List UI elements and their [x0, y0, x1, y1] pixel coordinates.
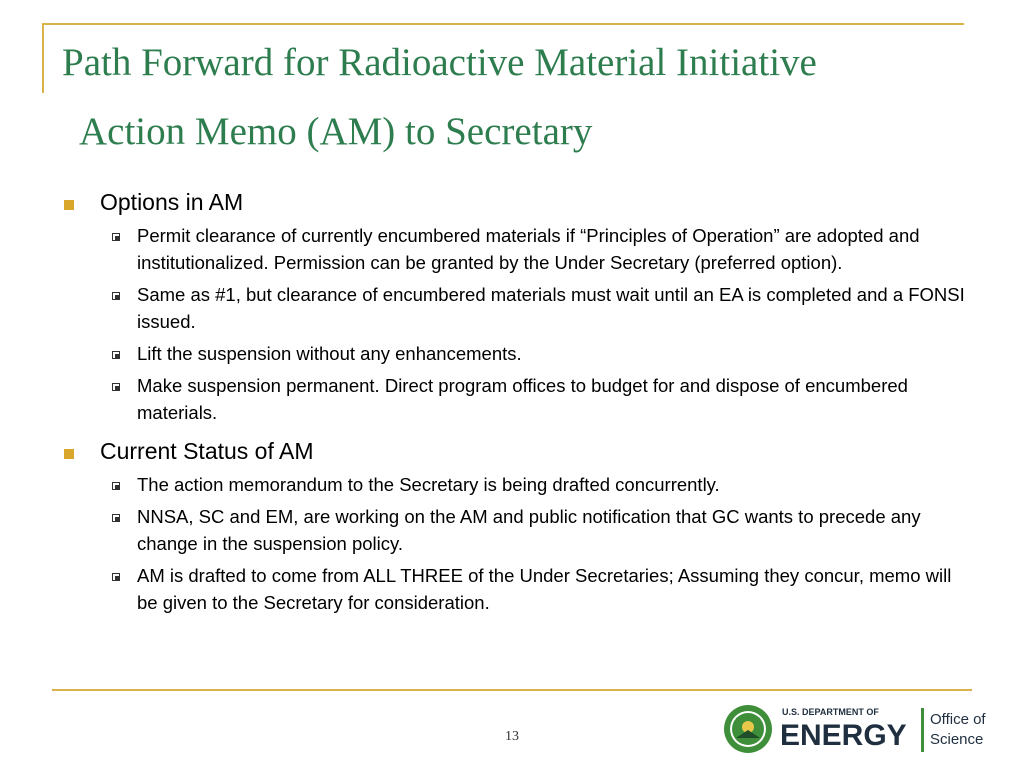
list-item-text: NNSA, SC and EM, are working on the AM and public notification that GC wants to precede any change in the suspension policy. — [137, 506, 921, 554]
top-divider-line — [42, 23, 964, 25]
logo-office-line1: Office of — [930, 711, 986, 728]
list-item-text: AM is drafted to come from ALL THREE of the Under Secretaries; Assuming they concur, memo will be given to the Secretary for consideration. — [137, 565, 952, 613]
square-bullet-icon — [64, 200, 74, 210]
list-item — [60, 503, 975, 557]
hollow-square-bullet-icon — [112, 351, 120, 359]
logo-divider — [921, 708, 924, 752]
left-accent-line — [42, 23, 44, 93]
doe-seal-icon — [724, 705, 772, 753]
doe-office-of-science-logo — [722, 700, 1006, 758]
list-item — [60, 340, 975, 367]
hollow-square-bullet-icon — [112, 482, 120, 490]
list-item — [60, 281, 975, 335]
section-heading-text: Options in AM — [100, 189, 244, 215]
hollow-square-bullet-icon — [112, 573, 120, 581]
section-heading-status — [60, 437, 975, 465]
list-item-text: Same as #1, but clearance of encumbered materials must wait until an EA is completed and a FONSI issued. — [137, 284, 965, 332]
bottom-divider-line — [52, 689, 972, 691]
list-item-text: Permit clearance of currently encumbered materials if “Principles of Operation” are adopted and institutionalized. Permission can be granted by the Under Secretary (preferred option). — [137, 225, 920, 273]
list-item-text: Lift the suspension without any enhancements. — [137, 343, 522, 364]
hollow-square-bullet-icon — [112, 292, 120, 300]
logo-dept-text: U.S. DEPARTMENT OF — [782, 707, 879, 717]
hollow-square-bullet-icon — [112, 383, 120, 391]
page-number: 13 — [505, 729, 519, 744]
section-heading-options — [60, 188, 975, 216]
section-heading-text: Current Status of AM — [100, 438, 314, 464]
list-item — [60, 562, 975, 616]
slide-subtitle: Action Memo (AM) to Secretary — [79, 110, 593, 153]
hollow-square-bullet-icon — [112, 514, 120, 522]
bullet-list — [60, 188, 975, 621]
logo-office-line2: Science — [930, 731, 984, 748]
list-item — [60, 372, 975, 426]
list-item — [60, 471, 975, 498]
logo-energy-text: ENERGY — [780, 719, 907, 752]
slide-title: Path Forward for Radioactive Material Initiative — [62, 41, 817, 84]
square-bullet-icon — [64, 449, 74, 459]
list-item — [60, 222, 975, 276]
hollow-square-bullet-icon — [112, 233, 120, 241]
list-item-text: The action memorandum to the Secretary is being drafted concurrently. — [137, 474, 720, 495]
list-item-text: Make suspension permanent. Direct program offices to budget for and dispose of encumbered materials. — [137, 375, 908, 423]
